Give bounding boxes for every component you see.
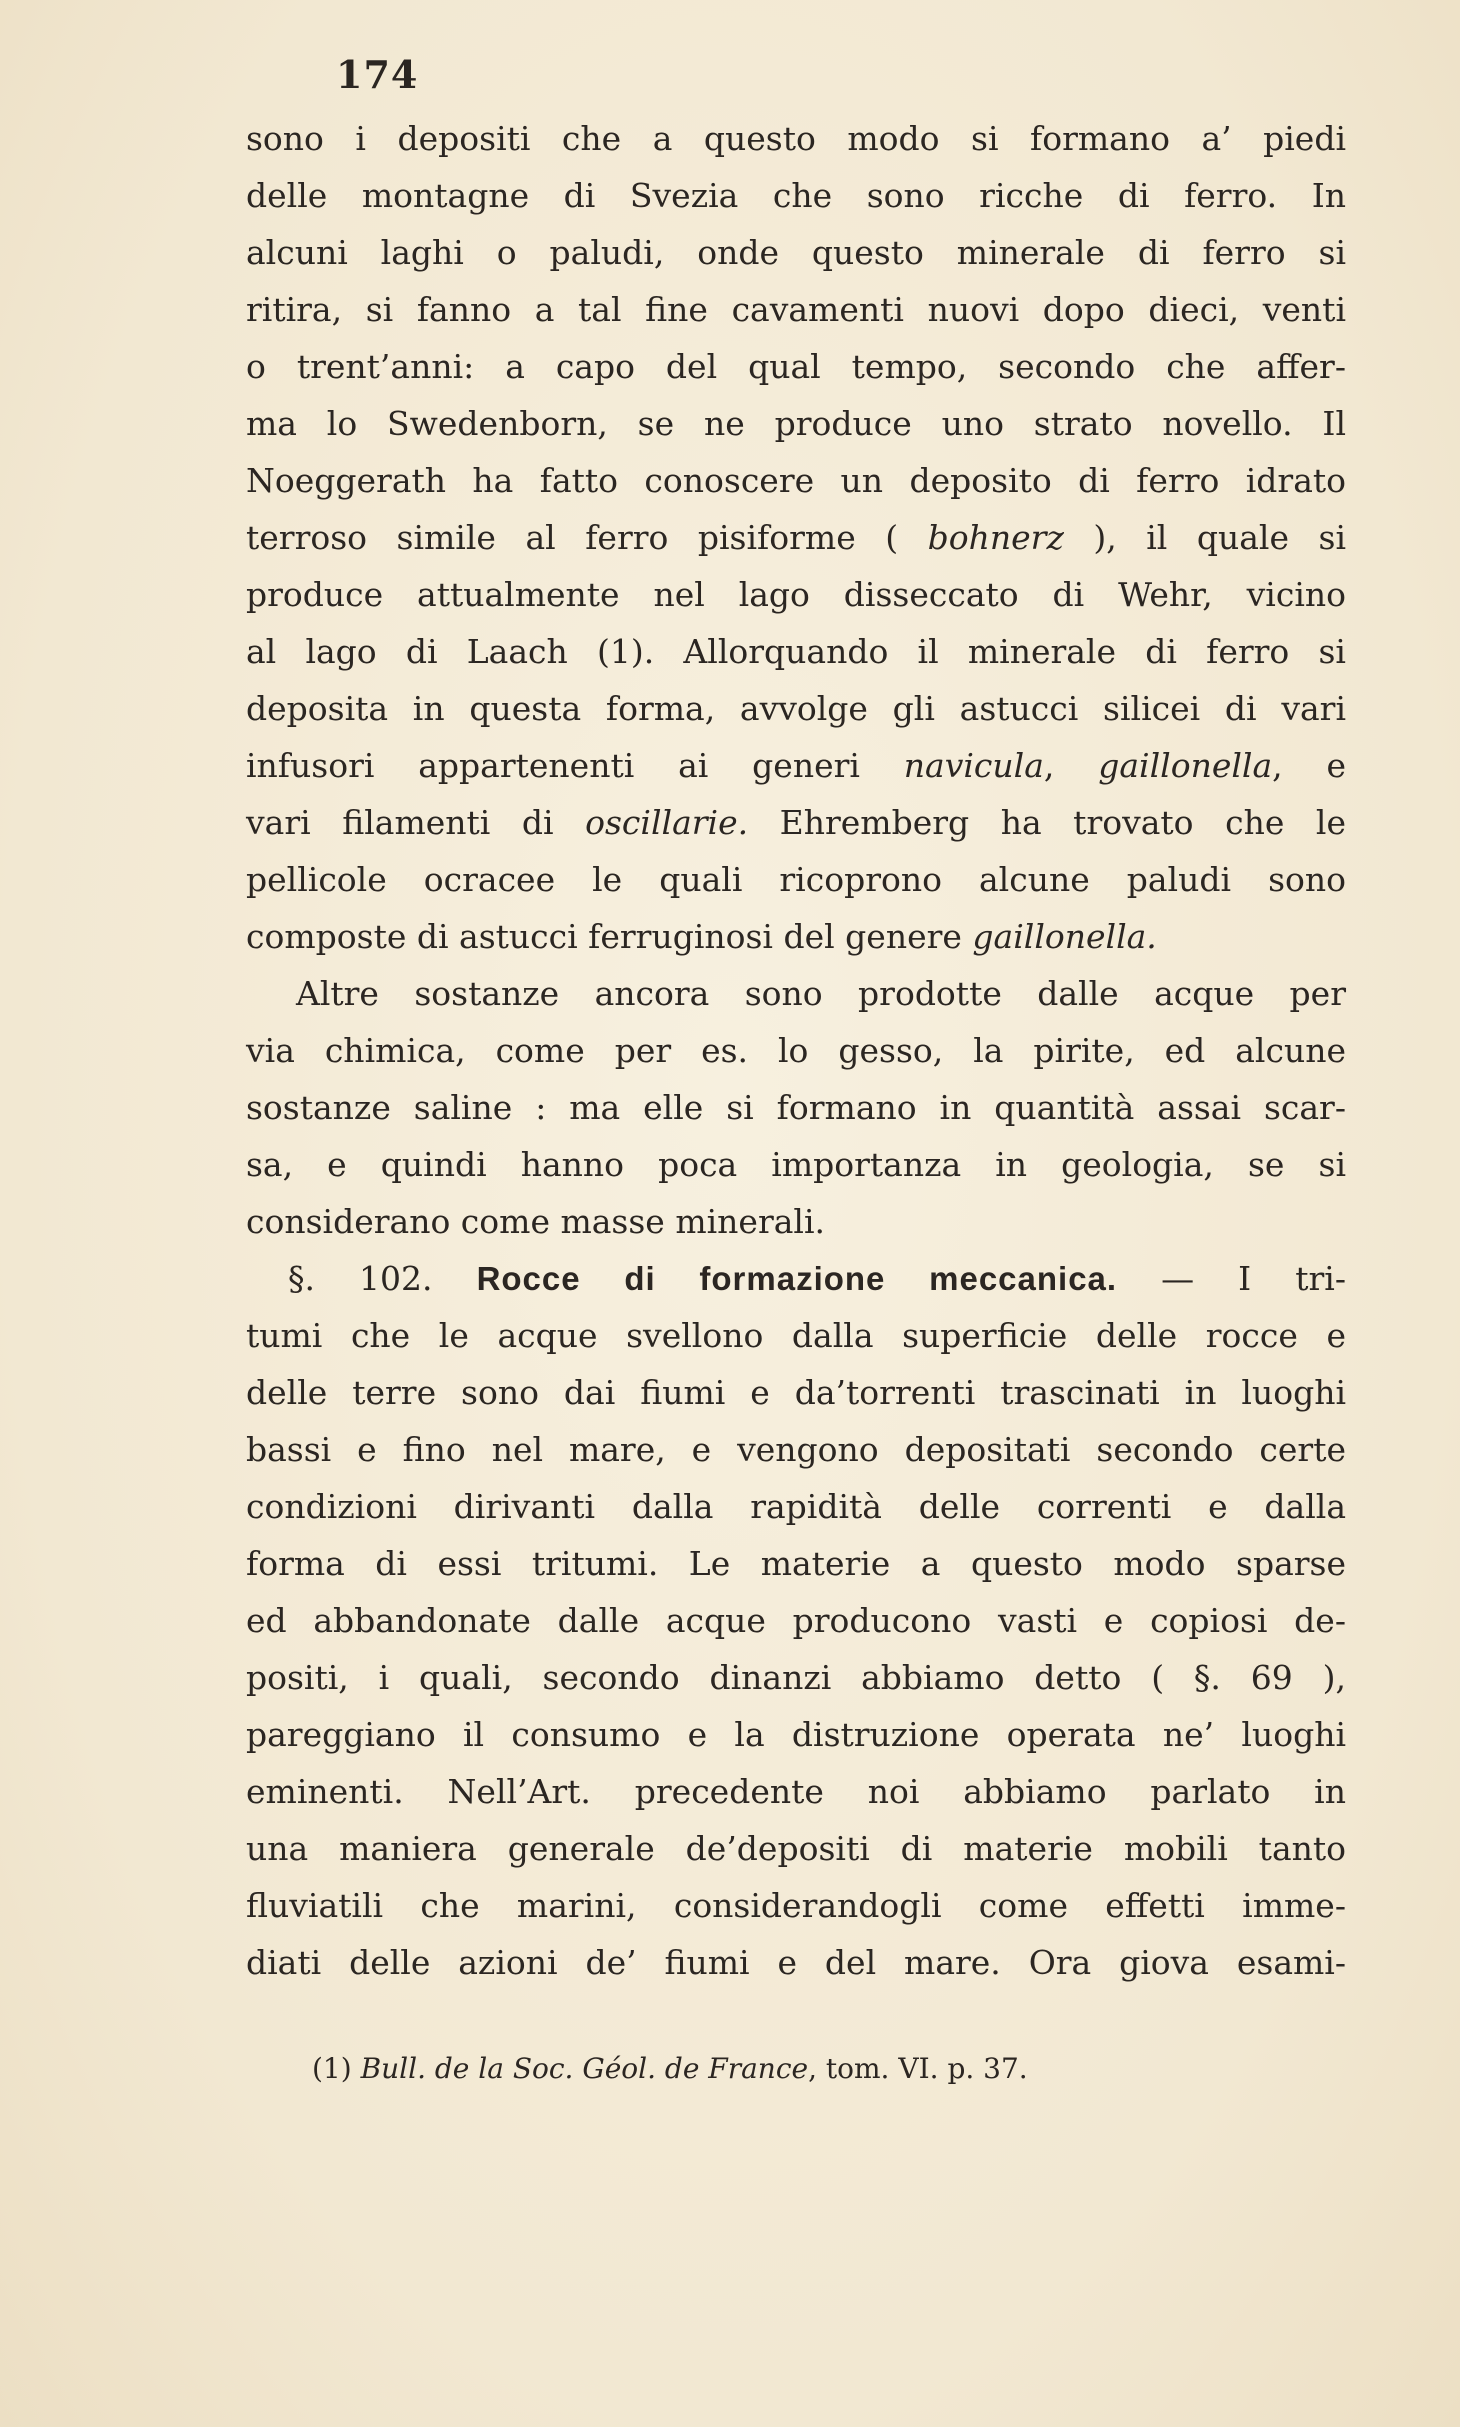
text-line: deposita in questa forma, avvolge gli astucci silicei di vari (246, 689, 1346, 728)
italic-term: gaillonella (1098, 746, 1273, 785)
text-line: terroso simile al ferro pisiforme ( bohnerz ), il quale si (246, 518, 1347, 557)
text-line: sostanze saline : ma elle si formano in quantità assai scar- (246, 1088, 1346, 1127)
text-line: delle terre sono dai fiumi e da’torrenti trascinati in luoghi (246, 1373, 1346, 1412)
text-line: delle montagne di Svezia che sono ricche di ferro. In (246, 176, 1346, 215)
italic-term: bohnerz (927, 518, 1064, 557)
text-line: via chimica, come per es. lo gesso, la pirite, ed alcune (246, 1031, 1346, 1070)
italic-term: oscillarie. (585, 803, 749, 842)
text-line: condizioni dirivanti dalla rapidità delle correnti e dalla (246, 1487, 1346, 1526)
text-line: ma lo Swedenborn, se ne produce uno strato novello. Il (246, 404, 1346, 443)
footnote: (1) Bull. de la Soc. Géol. de France, tom. VI. p. 37. (312, 2052, 1028, 2085)
text-line: sa, e quindi hanno poca importanza in geologia, se si (246, 1145, 1346, 1184)
text-line: una maniera generale de’depositi di materie mobili tanto (246, 1829, 1346, 1868)
text-line: pellicole ocracee le quali ricoprono alcune paludi sono (246, 860, 1346, 899)
footnote-citation: Bull. de la Soc. Géol. de France (360, 2052, 809, 2085)
text-line: bassi e fino nel mare, e vengono depositati secondo certe (246, 1430, 1346, 1469)
text-line: pareggiano il consumo e la distruzione operata ne’ luoghi (246, 1715, 1346, 1754)
text-line: eminenti. Nell’Art. precedente noi abbiamo parlato in (246, 1772, 1346, 1811)
italic-term: navicula (903, 746, 1044, 785)
text-line: infusori appartenenti ai generi navicula, gaillonella, e (246, 746, 1347, 785)
text-line: Noeggerath ha fatto conoscere un deposito di ferro idrato (246, 461, 1346, 500)
italic-term: gaillonella. (972, 917, 1157, 956)
text-line: sono i depositi che a questo modo si formano a’ piedi (246, 119, 1346, 158)
text-line: ritira, si fanno a tal fine cavamenti nuovi dopo dieci, venti (246, 290, 1346, 329)
text-line: forma di essi tritumi. Le materie a questo modo sparse (246, 1544, 1346, 1583)
text-line: ed abbandonate dalle acque producono vasti e copiosi de- (246, 1601, 1346, 1640)
text-line: fluviatili che marini, considerandogli come effetti imme- (246, 1886, 1346, 1925)
text-line: diati delle azioni de’ fiumi e del mare. Ora giova esami- (246, 1943, 1346, 1982)
text-line: alcuni laghi o paludi, onde questo minerale di ferro si (246, 233, 1346, 272)
text-line: positi, i quali, secondo dinanzi abbiamo detto ( §. 69 ), (246, 1658, 1346, 1697)
page-number: 174 (336, 52, 419, 97)
text-line: composte di astucci ferruginosi del genere gaillonella. (246, 917, 1157, 956)
text-line: produce attualmente nel lago disseccato di Wehr, vicino (246, 575, 1346, 614)
text-line: considerano come masse minerali. (246, 1202, 825, 1241)
section-title: Rocce di formazione meccanica. (476, 1260, 1118, 1297)
body-text (246, 110, 1346, 1991)
text-line: o trent’anni: a capo del qual tempo, secondo che affer- (246, 347, 1346, 386)
text-line: tumi che le acque svellono dalla superficie delle rocce e (246, 1316, 1346, 1355)
text-line: Altre sostanze ancora sono prodotte dalle acque per (296, 974, 1346, 1013)
text-line: al lago di Laach (1). Allorquando il minerale di ferro si (246, 632, 1346, 671)
section-heading-line: §. 102. Rocce di formazione meccanica. — I tri- (288, 1259, 1347, 1298)
text-line: vari filamenti di oscillarie. Ehremberg ha trovato che le (246, 803, 1346, 842)
